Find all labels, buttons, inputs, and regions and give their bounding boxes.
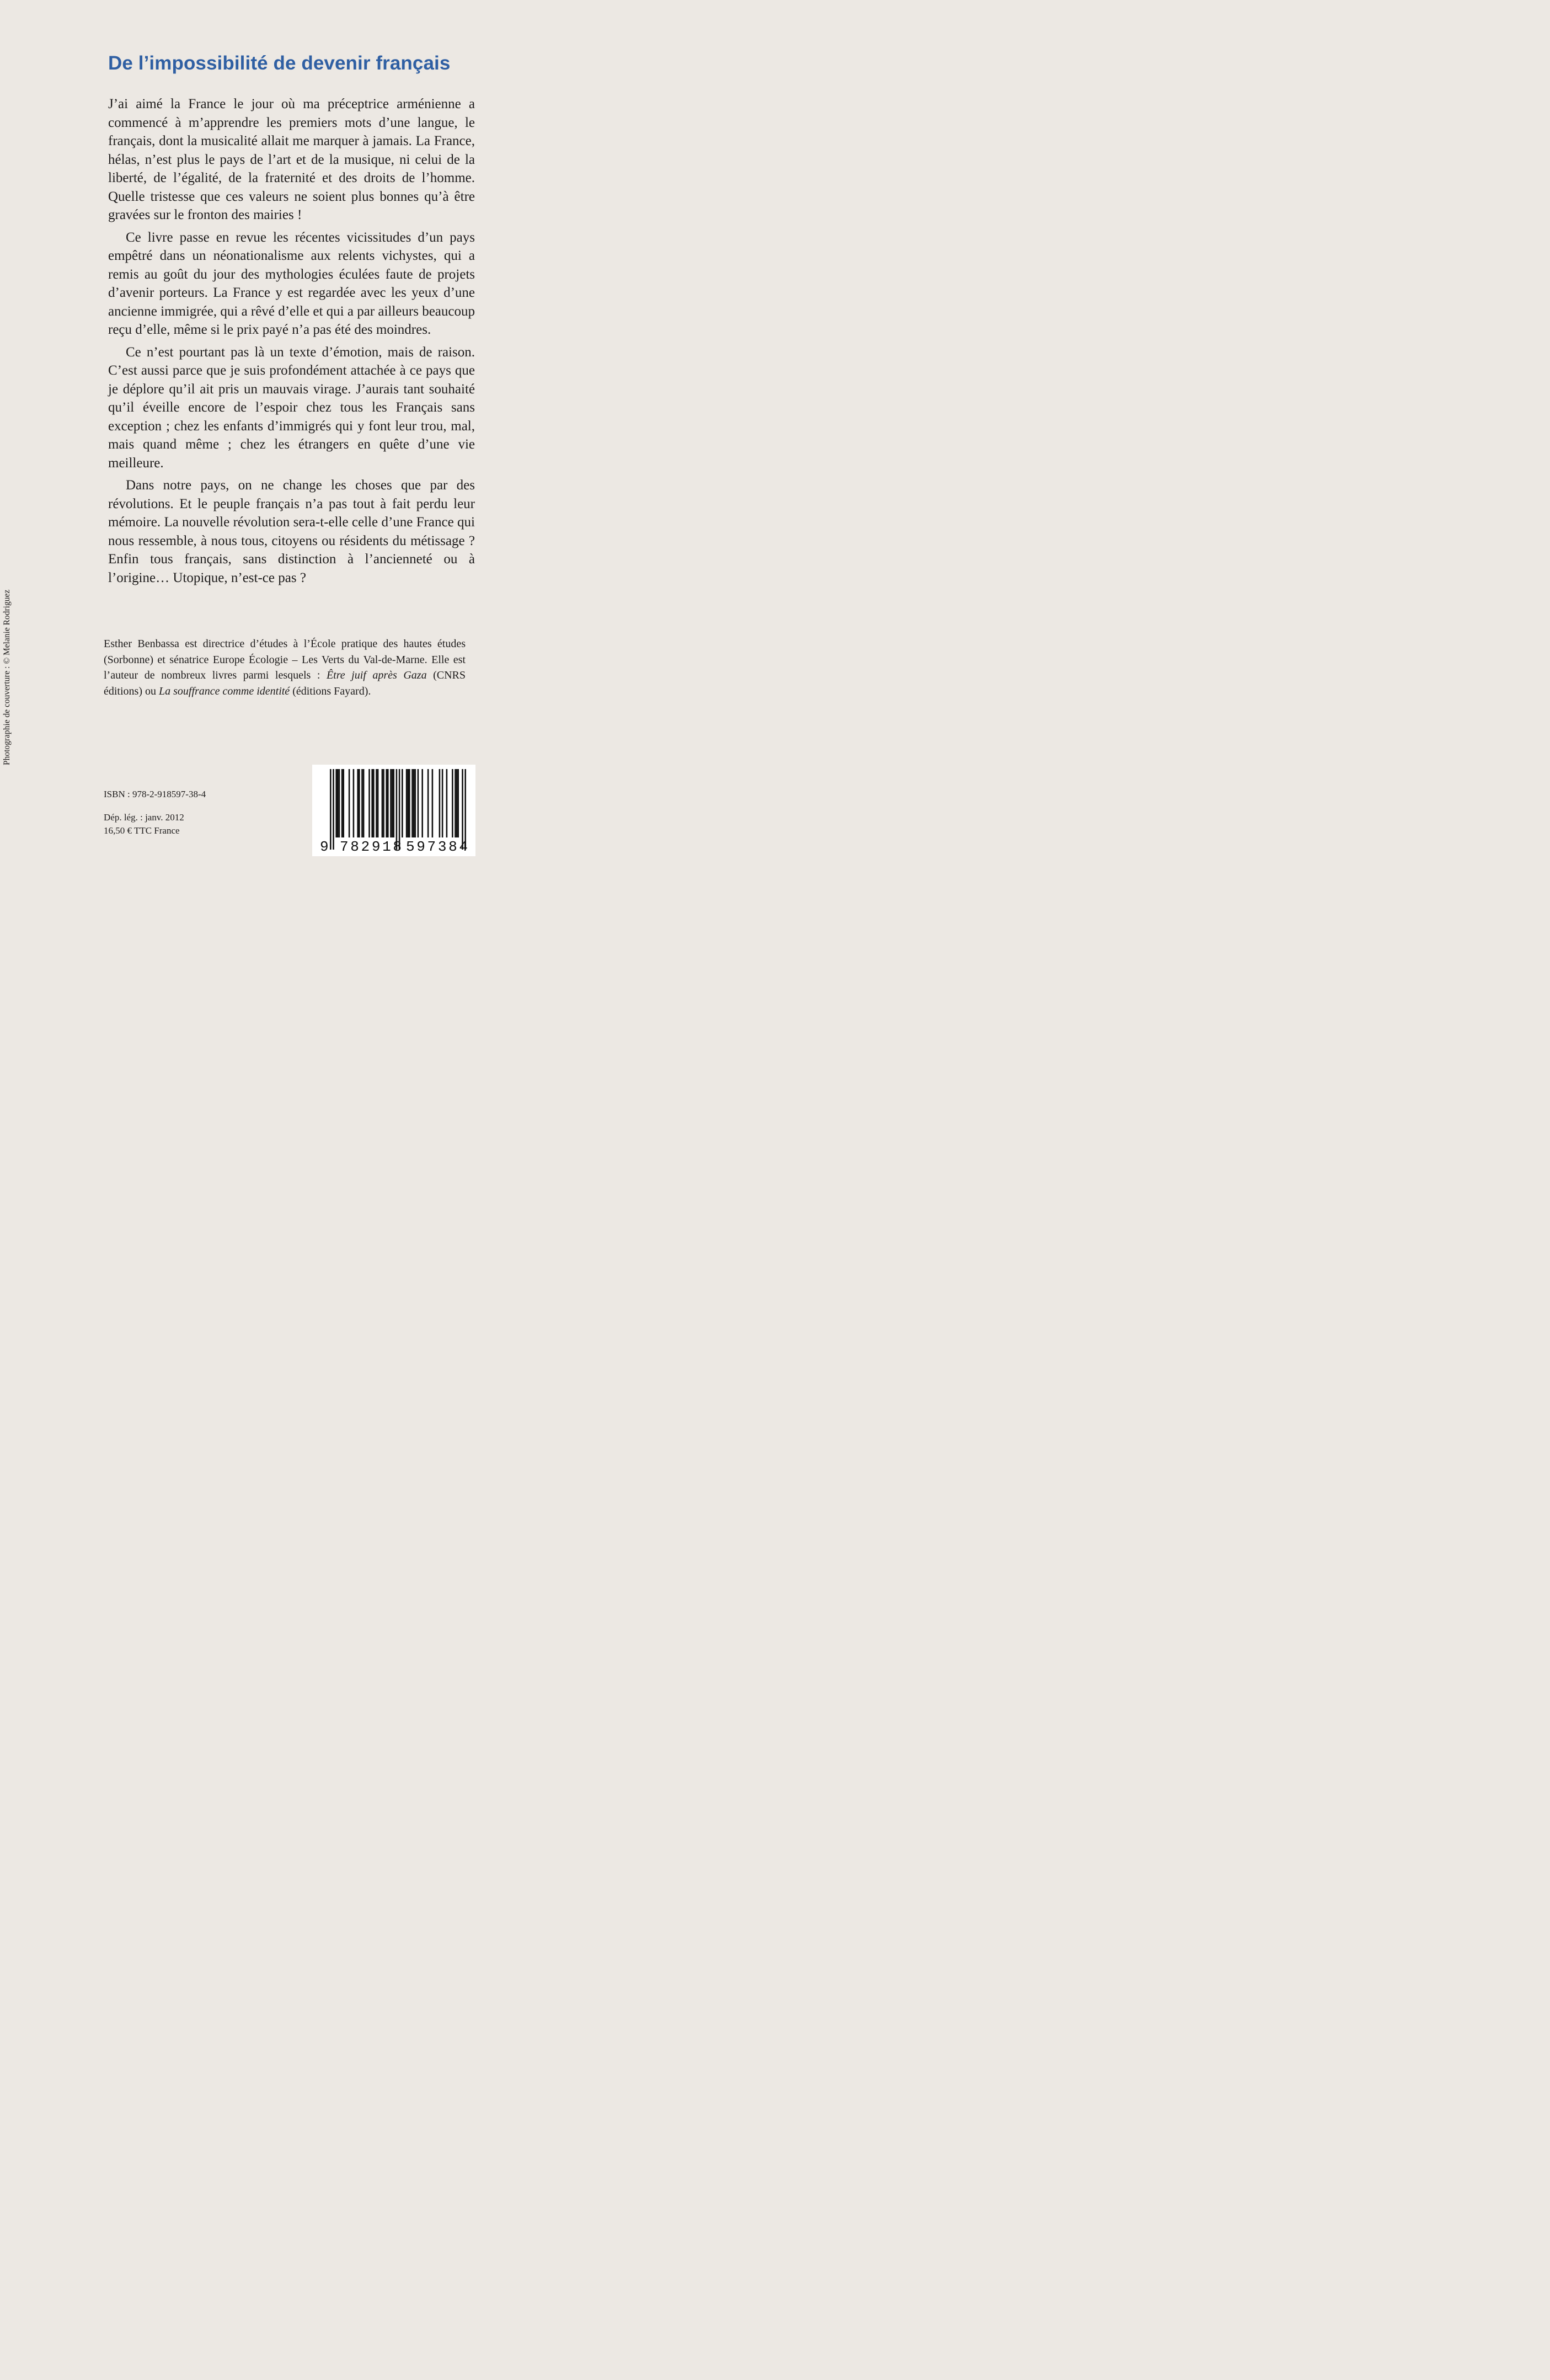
barcode-bar (439, 769, 441, 837)
barcode-bar (442, 769, 443, 837)
barcode-bar (413, 769, 415, 837)
barcode-bar (399, 769, 400, 850)
price: 16,50 € TTC France (104, 825, 180, 836)
barcode-bar (343, 769, 344, 837)
barcode-bar (335, 769, 337, 837)
barcode-bar (455, 769, 456, 837)
barcode-bar (393, 769, 394, 837)
legal-info (104, 811, 184, 837)
barcode-bar (421, 769, 423, 837)
barcode-bar (353, 769, 355, 837)
barcode-bar (387, 769, 389, 837)
barcode-bar (409, 769, 410, 837)
barcode-bar (368, 769, 370, 837)
barcode-bar (406, 769, 408, 837)
barcode-bar (392, 769, 393, 837)
barcode-bar (382, 769, 383, 837)
barcode-bar (418, 769, 419, 837)
barcode-bar (361, 769, 363, 837)
barcode-bar (357, 769, 359, 837)
barcode-bar (339, 769, 340, 837)
barcode-bar (371, 769, 373, 837)
barcode-bar (349, 769, 350, 837)
depot-legal: Dép. lég. : janv. 2012 (104, 812, 184, 823)
barcode-bar (390, 769, 392, 837)
back-cover-blurb (108, 95, 475, 591)
bio-book-title-1: Être juif après Gaza (326, 669, 427, 681)
barcode-bar (432, 769, 434, 837)
barcode-bar (337, 769, 339, 837)
barcode-bar (446, 769, 448, 837)
book-title: De l’impossibilité de devenir français (108, 52, 451, 74)
barcode-bar (457, 769, 459, 837)
barcode-first-digit: 9 (320, 839, 329, 855)
barcode-bar (386, 769, 387, 837)
barcode-bar (411, 769, 413, 837)
barcode-bar (456, 769, 458, 837)
isbn: ISBN : 978-2-918597-38-4 (104, 789, 206, 799)
barcode-bar (333, 769, 334, 850)
bio-book-title-2: La souffrance comme identité (159, 685, 290, 697)
bio-text-2: (CNRS éditions) ou (104, 669, 466, 697)
barcode-bar (452, 769, 453, 837)
barcode-bar (396, 769, 398, 850)
barcode (312, 765, 475, 856)
barcode-bar (427, 769, 429, 837)
barcode-bar (383, 769, 384, 837)
barcode-bar (330, 769, 332, 850)
blurb-paragraph-2: Ce livre passe en revue les récentes vicissitudes d’un pays empêtré dans un néonationalisme aux relents vichystes, qui a remis au goût du jour des mythologies éculées faute de projets d’avenir porteurs. La France y est regardée avec les yeux d’une ancienne immigrée, qui a rêvé d’elle et qui a par ailleurs beaucoup reçu d’elle, même si le prix payé n’a pas été des moindres. (108, 230, 475, 337)
barcode-right-digits: 597384 (406, 839, 468, 855)
barcode-bar (373, 769, 375, 837)
barcode-bar (376, 769, 377, 837)
barcode-bar (414, 769, 416, 837)
barcode-left-digits: 782918 (340, 839, 402, 855)
barcode-bar (407, 769, 409, 837)
bio-text-3: (éditions Fayard). (290, 685, 371, 697)
bio-text-1: Esther Benbassa est directrice d’études à l’École pratique des hautes études (Sorbonne) et sénatrice Europe Écologie – Les Verts du Val-de-Marne. Elle est l’auteur de nombreux livres parmi lesquels : (104, 638, 466, 681)
barcode-bar (462, 769, 463, 850)
barcode-bar (363, 769, 365, 837)
barcode-bar (341, 769, 343, 837)
barcode-bar (402, 769, 403, 837)
barcode-graphic (312, 765, 475, 856)
barcode-bar (464, 769, 466, 850)
barcode-bar (359, 769, 360, 837)
blurb-paragraph-3: Ce n’est pourtant pas là un texte d’émotion, mais de raison. C’est aussi parce que je suis profondément attachée à ce pays que je déplore qu’il ait pris un mauvais virage. J’aurais tant souhaité qu’il éveille encore de l’espoir chez tous les Français sans exception ; chez les enfants d’immigrés qui y font leur trou, mal, mais quand même ; chez les étrangers en quête d’une vie meilleure. (108, 344, 475, 471)
barcode-bars (330, 769, 466, 850)
author-bio (104, 636, 466, 699)
blurb-paragraph-1: J’ai aimé la France le jour où ma préceptrice arménienne a commencé à m’apprendre les premiers mots d’une langue, le français, dont la musicalité allait me marquer à jamais. La France, hélas, n’est plus le pays de l’art et de la musique, ni celui de la liberté, de l’égalité, de la fraternité et des droits de l’homme. Quelle tristesse que ces valeurs ne soient plus bonnes qu’à être gravées sur le fronton des mairies ! (108, 97, 475, 222)
barcode-bar (377, 769, 379, 837)
photo-credit: Photographie de couverture : © Melanie Rodriguez (2, 589, 12, 765)
blurb-paragraph-4: Dans notre pays, on ne change les choses que par des révolutions. Et le peuple français n’a pas tout à fait perdu leur mémoire. La nouvelle révolution sera-t-elle celle d’une France qui nous ressemble, à nous tous, citoyens ou résidents du métissage ? Enfin tous français, sans distinction à l’ancienneté ou à l’origine… Utopique, n’est-ce pas ? (108, 478, 475, 585)
